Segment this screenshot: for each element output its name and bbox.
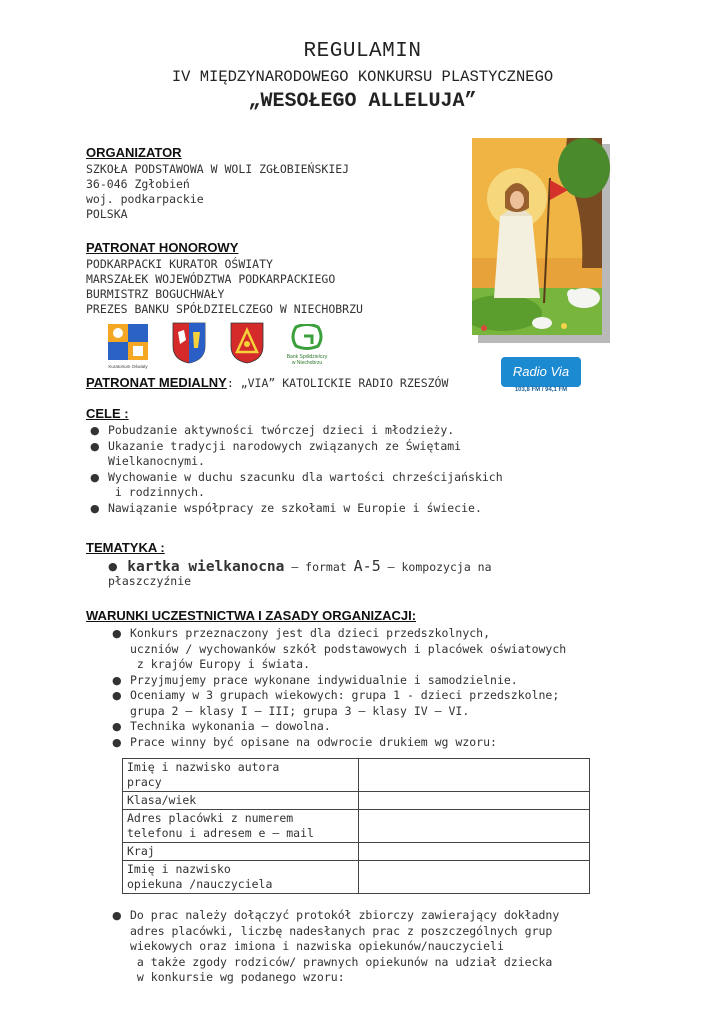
patronage-line: MARSZAŁEK WOJEWÓDZTWA PODKARPACKIEGO xyxy=(86,272,336,286)
radio-via-logo xyxy=(501,357,581,399)
table-cell-label: Adres placówki z numerem telefonu i adresem e – mail xyxy=(123,810,359,843)
organizer-line: 36-046 Zgłobień xyxy=(86,177,190,191)
list-item: ● Przyjmujemy prace wykonane indywidualnie i samodzielnie. xyxy=(112,672,518,687)
table-cell-blank xyxy=(359,810,590,843)
theme-dash: – format xyxy=(284,560,354,574)
document-subtitle: IV MIĘDZYNARODOWEGO KONKURSU PLASTYCZNEGO xyxy=(171,68,554,86)
bank-logo-text-2: w Niechobrzu xyxy=(291,360,323,366)
theme-format: A-5 xyxy=(353,557,381,575)
table-row xyxy=(123,759,590,792)
goals-heading: CELE : xyxy=(86,406,129,421)
document-title: REGULAMIN xyxy=(303,40,422,63)
patronage-line: PODKARPACKI KURATOR OŚWIATY xyxy=(86,257,273,271)
list-item: ● Nawiązanie współpracy ze szkołami w Europie i świecie. xyxy=(90,500,482,515)
media-value: : „VIA” KATOLICKIE RADIO RZESZÓW xyxy=(226,376,449,390)
patronage-line: PREZES BANKU SPÓŁDZIELCZEGO W NIECHOBRZU xyxy=(86,302,363,316)
list-item: ● Do prac należy dołączyć protokół zbiorczy zawierający dokładny adres placówki, liczbę nadesłanych prac z poszczególnych grup wiekowych oraz imiona i nazwiska opiekunów/nauczycieli a także zgody rodziców/ prawnych opiekunów na udział dziecka w konkursie wg podanego wzoru: xyxy=(112,908,560,984)
boguchwala-coat-of-arms xyxy=(230,322,264,368)
table-cell-label: Imię i nazwisko autora pracy xyxy=(123,759,359,792)
organizer-line: SZKOŁA PODSTAWOWA W WOLI ZGŁOBIEŃSKIEJ xyxy=(86,162,350,176)
list-item: ● Prace winny być opisane na odwrocie drukiem wg wzoru: xyxy=(112,734,497,749)
list-item: ● Ukazanie tradycji narodowych związanych ze Świętami Wielkanocnymi. xyxy=(90,438,462,468)
kuratorium-logo xyxy=(108,324,148,368)
list-item: ● Technika wykonania – dowolna. xyxy=(112,719,331,733)
media-patronage-row xyxy=(86,372,448,391)
table-row xyxy=(123,792,590,810)
organizer-block xyxy=(86,162,349,222)
table-cell-label: Klasa/wiek xyxy=(123,792,359,810)
organizer-line: woj. podkarpackie xyxy=(86,192,204,206)
kuratorium-logo-text: Kuratorium Oświaty xyxy=(108,364,148,369)
media-heading: PATRONAT MEDIALNY xyxy=(86,375,227,390)
theme-line xyxy=(108,556,492,575)
goals-list xyxy=(86,423,606,516)
theme-bullet: ● xyxy=(108,560,118,573)
organizer-heading: ORGANIZATOR xyxy=(86,145,182,160)
contest-name: „WESOŁEGO ALLELUJA” xyxy=(248,90,477,113)
easter-painting-image xyxy=(472,138,610,343)
bank-niechobrz-logo xyxy=(282,324,332,366)
table-cell-blank xyxy=(359,843,590,861)
theme-line-2: płaszczyźnie xyxy=(108,574,192,588)
protocol-list xyxy=(108,908,668,986)
theme-main: kartka wielkanocna xyxy=(127,559,285,575)
list-item: ● Oceniamy w 3 grupach wiekowych: grupa 1 - dzieci przedszkolne; grupa 2 – klasy I – III; grupa 3 – klasy IV – VI. xyxy=(112,688,560,718)
table-cell-label: Imię i nazwisko opiekuna /nauczyciela xyxy=(123,861,359,894)
radio-via-frequency: 103,8 FM / 94,1 FM xyxy=(514,387,568,393)
list-item: ● Konkurs przeznaczony jest dla dzieci przedszkolnych, uczniów / wychowanków szkół podstawowych i placówek oświatowych z krajów Europy i świata. xyxy=(112,626,567,671)
theme-heading: TEMATYKA : xyxy=(86,540,165,555)
table-cell-blank xyxy=(359,861,590,894)
radio-via-logo-name: Radio Via xyxy=(501,357,581,387)
table-row xyxy=(123,843,590,861)
list-item: ● Pobudzanie aktywności twórczej dzieci i młodzieży. xyxy=(90,423,455,437)
conditions-heading: WARUNKI UCZESTNICTWA I ZASADY ORGANIZACJI: xyxy=(86,608,417,623)
podkarpackie-coat-of-arms xyxy=(172,322,206,368)
conditions-list xyxy=(108,626,668,750)
table-cell-blank xyxy=(359,792,590,810)
table-row xyxy=(123,861,590,894)
table-cell-blank xyxy=(359,759,590,792)
author-info-form-table xyxy=(122,758,590,894)
patronage-block xyxy=(86,257,363,317)
bank-logo-text-1: Bank Spółdzielczy xyxy=(286,354,328,360)
table-cell-label: Kraj xyxy=(123,843,359,861)
patronage-line: BURMISTRZ BOGUCHWAŁY xyxy=(86,287,225,301)
table-row xyxy=(123,810,590,843)
list-item: ● Wychowanie w duchu szacunku dla wartości chrześcijańskich i rodzinnych. xyxy=(90,469,503,499)
patronage-heading: PATRONAT HONOROWY xyxy=(86,240,239,255)
organizer-line: POLSKA xyxy=(86,207,128,221)
theme-rest: – kompozycja na xyxy=(380,560,492,574)
